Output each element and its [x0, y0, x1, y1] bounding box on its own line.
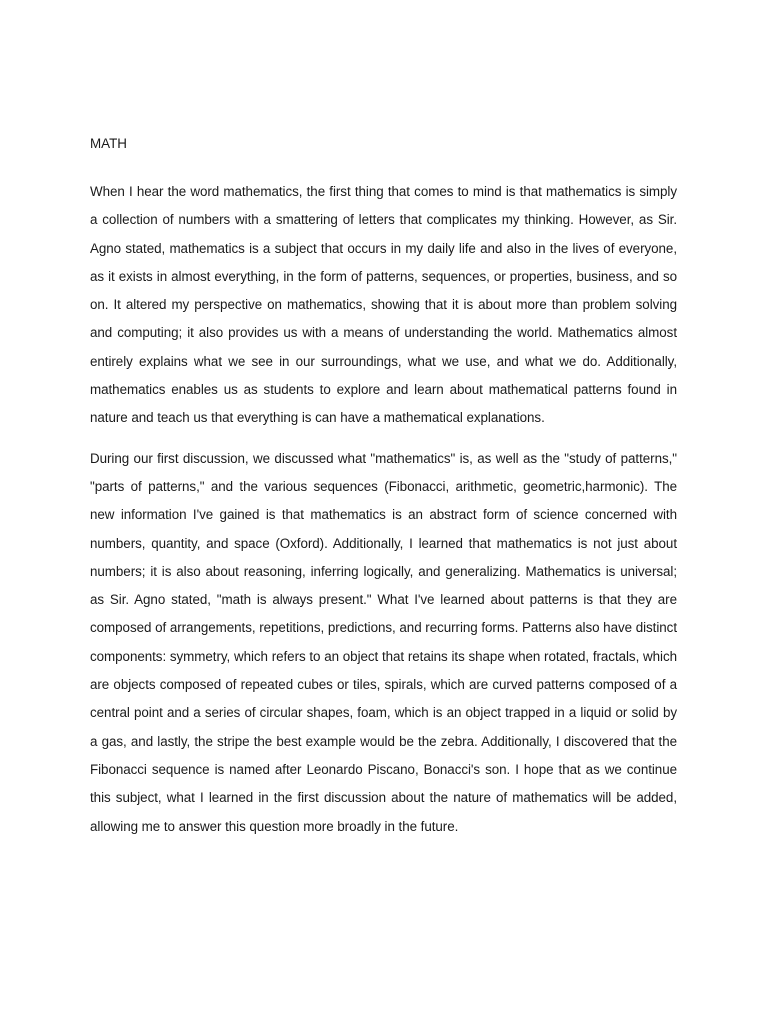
paragraph-2: During our first discussion, we discussed what "mathematics" is, as well as the "study of patterns," "parts of patterns," and the various sequences (Fibonacci, arithmetic, geometric,harmonic). The new information I've gained is that mathematics is an abstract form of science concerned with numbers, quantity, and space (Oxford). Additionally, I learned that mathematics is not just about numbers; it is also about reasoning, inferring logically, and generalizing. Mathematics is universal; as Sir. Agno stated, "math is always present." What I've learned about patterns is that they are composed of arrangements, repetitions, predictions, and recurring forms. Patterns also have distinct components: symmetry, which refers to an object that retains its shape when rotated, fractals, which are objects composed of repeated cubes or tiles, spirals, which are curved patterns composed of a central point and a series of circular shapes, foam, which is an object trapped in a liquid or solid by a gas, and lastly, the stripe the best example would be the zebra. Additionally, I discovered that the Fibonacci sequence is named after Leonardo Piscano, Bonacci's son. I hope that as we continue this subject, what I learned in the first discussion about the nature of mathematics will be added, allowing me to answer this question more broadly in the future.	[90, 450, 677, 834]
document-body	[90, 126, 677, 853]
paragraph-1: When I hear the word mathematics, the first thing that comes to mind is that mathematics is simply a collection of numbers with a smattering of letters that complicates my thinking. However, as Sir. Agno stated, mathematics is a subject that occurs in my daily life and also in the lives of everyone, as it exists in almost everything, in the form of patterns, sequences, or properties, business, and so on. It altered my perspective on mathematics, showing that it is about more than problem solving and computing; it also provides us with a means of understanding the world. Mathematics almost entirely explains what we see in our surroundings, what we use, and what we do. Additionally, mathematics enables us as students to explore and learn about mathematical patterns found in nature and teach us that everything is can have a mathematical explanations.	[90, 184, 677, 426]
document-title: MATH	[90, 136, 127, 151]
